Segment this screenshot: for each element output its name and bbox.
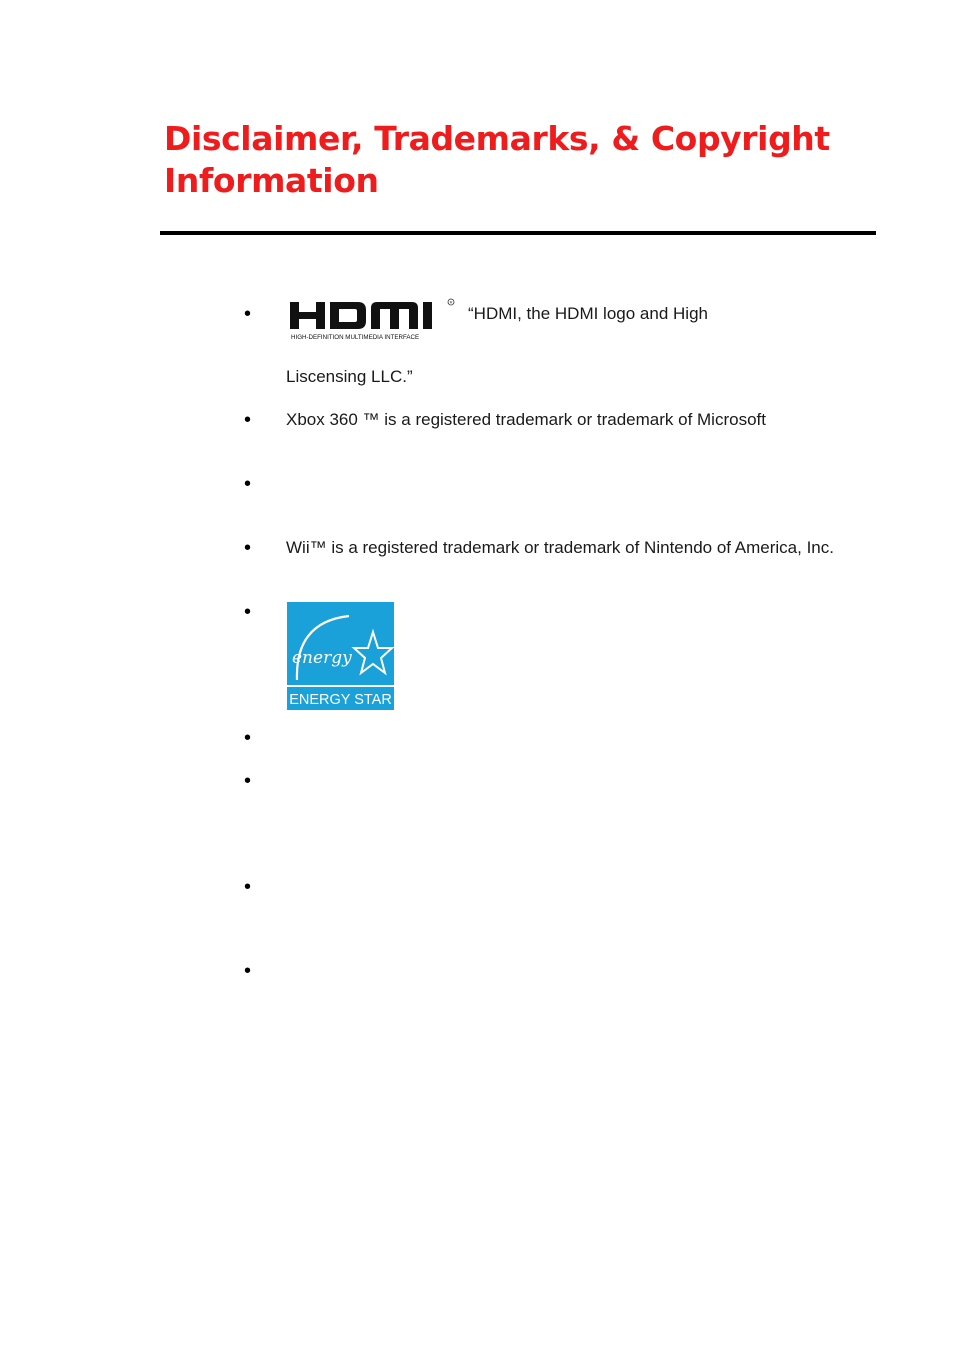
hdmi-trademark-line1: “HDMI, the HDMI logo and High — [468, 304, 708, 323]
bullet-5: • — [244, 601, 252, 623]
bullet-2: • — [244, 409, 252, 431]
xbox-trademark-text: Xbox 360 ™ is a registered trademark or trademark of Microsoft — [286, 410, 766, 429]
page-title: Disclaimer, Trademarks, & Copyright Information — [164, 119, 830, 200]
bullet-4: • — [244, 537, 252, 559]
hdmi-trademark-line2: Liscensing LLC.” — [286, 367, 413, 386]
energy-star-label: ENERGY STAR — [289, 692, 392, 708]
bullet-1: • — [244, 303, 252, 325]
wii-trademark-text: Wii™ is a registered trademark or trademark of Nintendo of America, Inc. — [286, 538, 834, 557]
bullet-6: • — [244, 727, 252, 749]
bullet-3: • — [244, 473, 252, 495]
energy-script-text: energy — [292, 648, 352, 668]
hdmi-subtext: HIGH-DEFINITION MULTIMEDIA INTERFACE — [291, 334, 420, 341]
energy-star-logo — [287, 602, 394, 710]
bullet-8: • — [244, 876, 252, 898]
svg-text:R: R — [449, 299, 453, 305]
bullet-9: • — [244, 960, 252, 982]
hdmi-logo — [288, 296, 458, 342]
bullet-7: • — [244, 770, 252, 792]
title-divider — [160, 231, 876, 235]
